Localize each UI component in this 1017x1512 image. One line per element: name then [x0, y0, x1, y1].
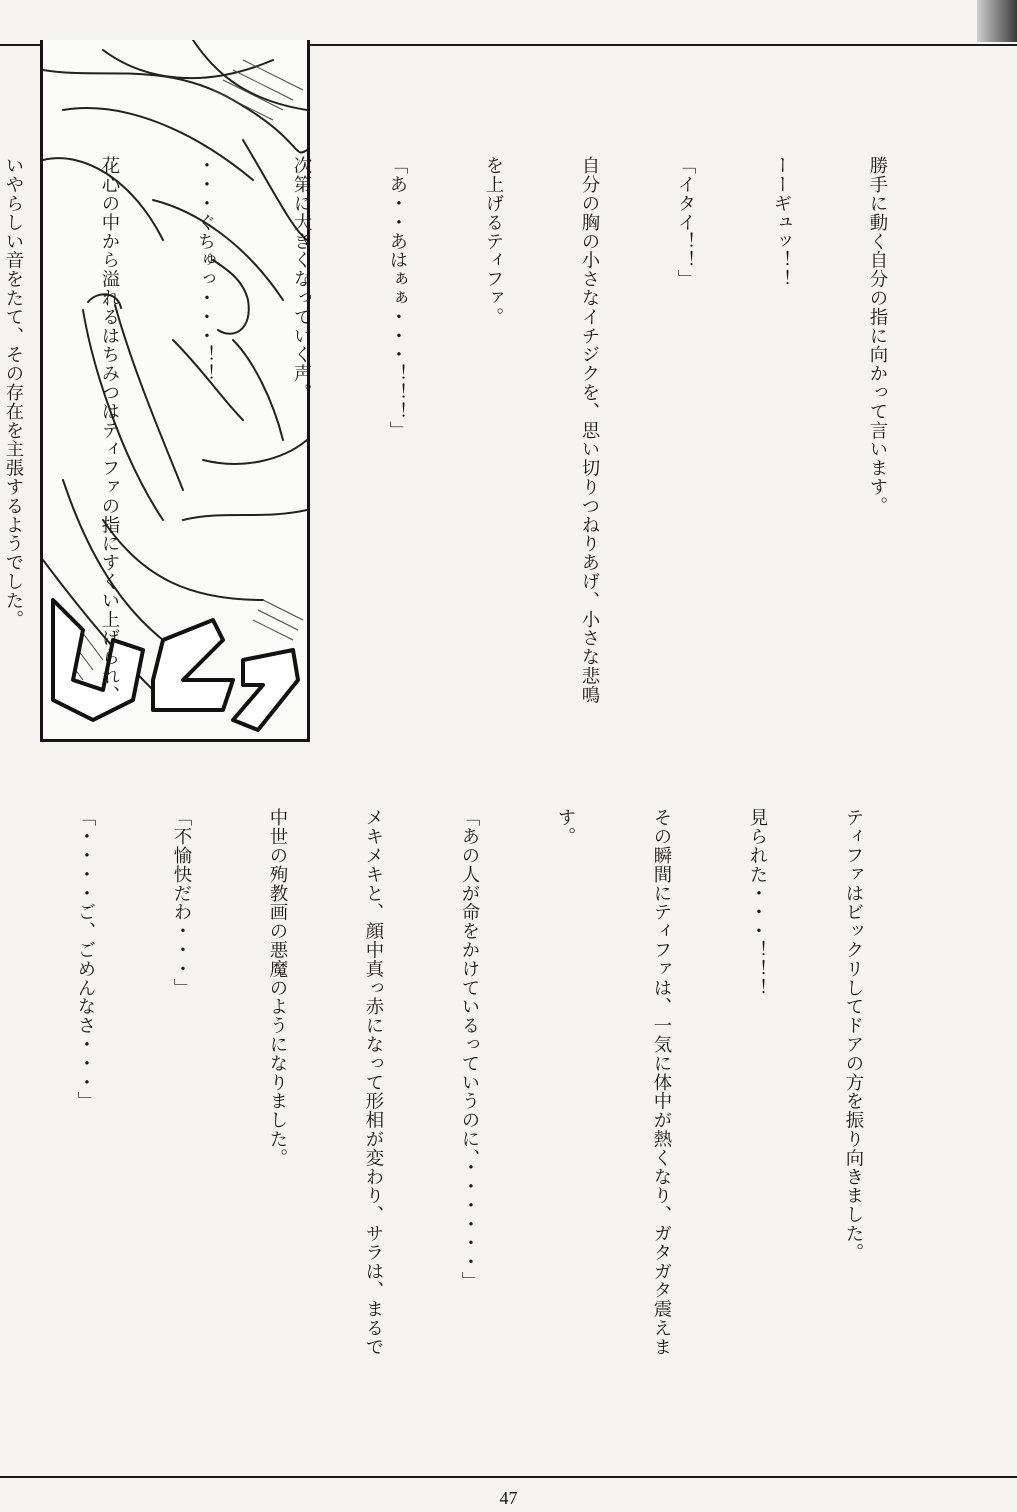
text-line: 「・・・・ご、ごめんなさ・・・」 — [75, 808, 96, 1111]
top-rule-left — [0, 44, 42, 46]
text-line: 中世の殉教画の悪魔のようになりました。 — [267, 808, 288, 1168]
text-line: 見られた・・・！！！ — [747, 808, 768, 997]
page-number: 47 — [499, 1488, 518, 1508]
text-line: 自分の胸の小さなイチジクを、思い切りつねりあげ、小さな悲鳴 — [579, 156, 600, 705]
text-line: を上げるティファ。 — [483, 156, 504, 327]
page-corner-shadow — [977, 0, 1017, 42]
text-line: 花心の中から溢れるはちみつはティファの指にすくい上げられ、 — [99, 156, 120, 705]
upper-text-block — [0, 156, 957, 726]
text-line: メキメキと、顔中真っ赤になって形相が変わり、サラは、まるで — [363, 808, 384, 1357]
text-line — [0, 808, 5, 1428]
text-line: その瞬間にティファは、一気に体中が熱くなり、ガタガタ震えま — [651, 808, 672, 1357]
bottom-rule — [0, 1476, 1017, 1478]
text-line: 勝手に動く自分の指に向かって言います。 — [867, 156, 888, 516]
text-line: いやらしい音をたて、その存在を主張するようでした。 — [3, 156, 24, 629]
text-line: ティファはビックリしてドアの方を振り向きました。 — [843, 808, 864, 1262]
text-line: ーーギュッ！！ — [771, 156, 792, 289]
text-line: 「不愉快だわ・・・」 — [171, 808, 192, 997]
text-line: 「イタイ！！」 — [675, 156, 696, 289]
top-rule-right — [310, 44, 1017, 46]
lower-text-block — [0, 808, 933, 1428]
text-line: 次第に大きくなっていく声。 — [291, 156, 312, 402]
text-line: ・・・ぐちゅっ・・・！！ — [195, 156, 216, 383]
text-line: す。 — [555, 808, 576, 846]
text-line: 「あの人が命をかけているっていうのに、・・・・・・」 — [459, 808, 480, 1291]
text-line: 「あ・・あはぁぁ・・・！！！」 — [387, 156, 408, 440]
